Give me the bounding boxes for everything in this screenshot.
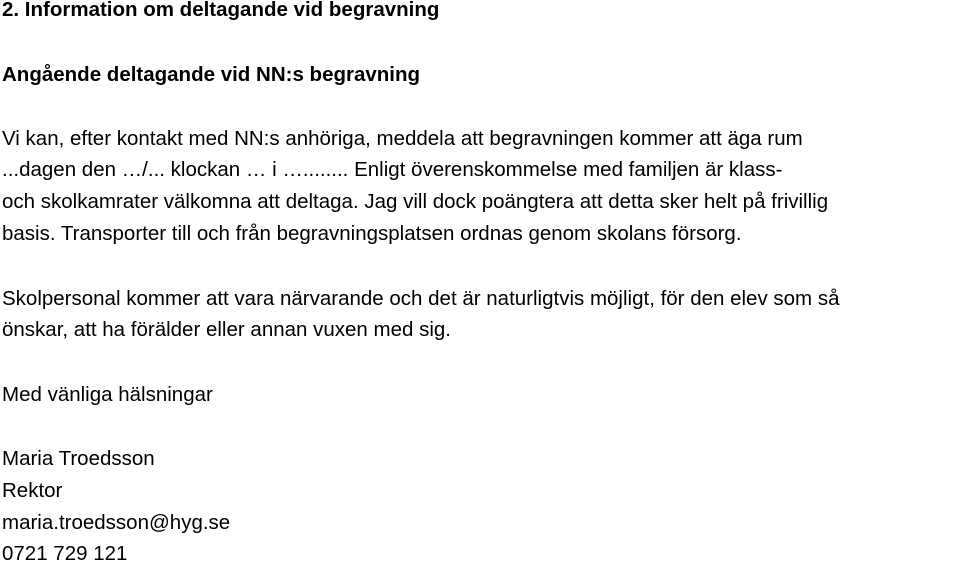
paragraph-line: och skolkamrater välkomna att deltaga. Jag vill dock poängtera att detta sker helt på frivillig	[2, 190, 829, 213]
paragraph-line: önskar, att ha förälder eller annan vuxen med sig.	[2, 318, 451, 341]
signature-phone: 0721 729 121	[2, 542, 128, 565]
signature-title: Rektor	[2, 479, 63, 502]
closing-phrase: Med vänliga hälsningar	[2, 383, 213, 406]
subheading: Angående deltagande vid NN:s begravning	[2, 63, 421, 86]
paragraph-line: Vi kan, efter kontakt med NN:s anhöriga, meddela att begravningen kommer att äga rum	[2, 127, 803, 150]
section-heading: 2. Information om deltagande vid begravning	[2, 0, 440, 21]
paragraph-line: Skolpersonal kommer att vara närvarande och det är naturligtvis möjligt, för den elev som så	[2, 287, 840, 310]
signature-name: Maria Troedsson	[2, 447, 155, 470]
paragraph-line: basis. Transporter till och från begravningsplatsen ordnas genom skolans försorg.	[2, 222, 742, 245]
paragraph-line: ...dagen den …/... klockan … i …........ Enligt överenskommelse med familjen är klass-	[2, 158, 783, 181]
signature-email: maria.troedsson@hyg.se	[2, 511, 231, 534]
